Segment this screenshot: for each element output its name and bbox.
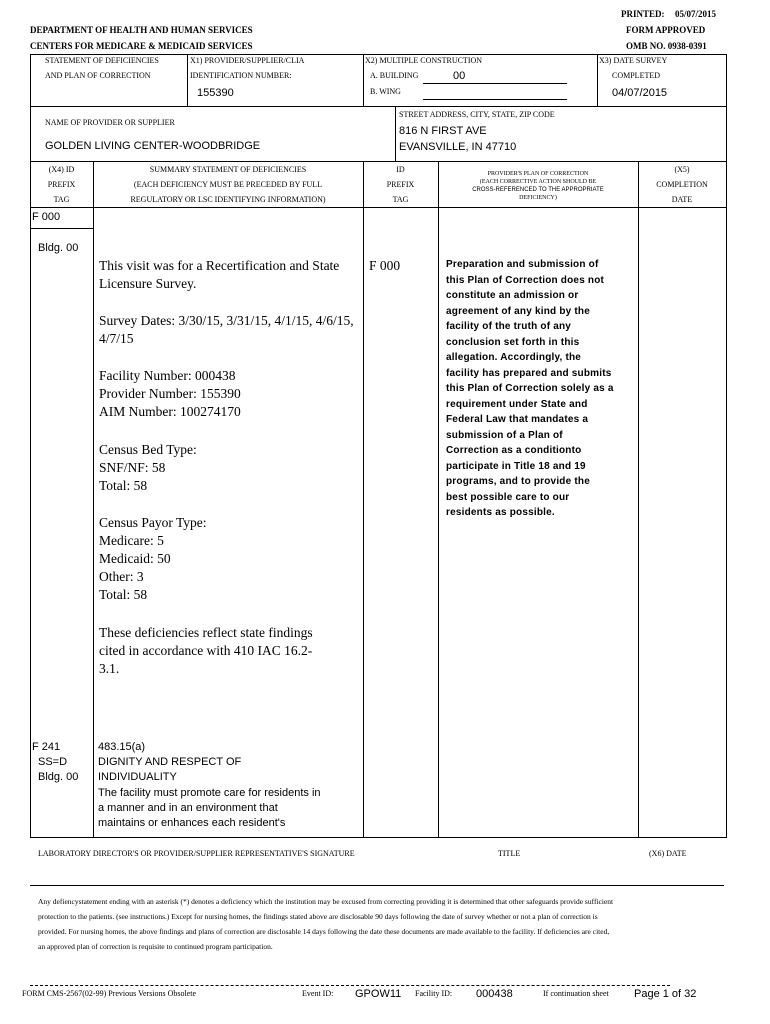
building-label: A. BUILDING [370,71,419,80]
id-header-2: PREFIX [386,180,415,189]
entry1-snf-nf: SNF/NF: 58 [99,460,166,475]
box1-divider-1 [187,54,188,107]
provider-name-value: GOLDEN LIVING CENTER-WOODBRIDGE [45,140,261,152]
facility-id-label: Facility ID: [415,989,453,998]
entry1-intro: This visit was for a Recertification and State Licensure Survey. [99,258,340,291]
entry1-plan-of-correction: Preparation and submission of this Plan of Correction does not constitute an admission or agreement of any kind by the facility of the truth of any conclusion set forth in this allegation. Accordingly, the facility has prepared and submits this Plan of Correction solely as a requirement under State and Federal Law that mandates a submission of a Plan of Correction as a conditionto participate in Title 18 and 19 programs, and to provide the best possible care to our residents as possible. [446,259,614,518]
id-header-3: TAG [392,195,409,204]
entry1-bldg: Bldg. 00 [38,242,79,254]
title-label: TITLE [498,849,521,858]
summary-header-3: REGULATORY OR LSC IDENTIFYING INFORMATION) [130,195,326,204]
department-title: DEPARTMENT OF HEALTH AND HUMAN SERVICES [30,25,253,35]
form-approved: FORM APPROVED [626,25,706,35]
x3-label-2: COMPLETED [612,71,660,80]
box1-bottom-border [30,106,727,107]
entry1-census-payor-type: Census Payor Type: [99,515,207,530]
address-line-1: 816 N FIRST AVE [399,125,487,137]
entry1-provider-number: Provider Number: 155390 [99,386,241,401]
box1-left-border [30,54,31,107]
plan-header-4: DEFICIENCY) [519,195,557,201]
continuation-label: If continuation sheet [543,989,609,998]
plan-header-2: (EACH CORRECTIVE ACTION SHOULD BE [479,179,597,185]
entry1-medicaid: Medicaid: 50 [99,551,171,566]
x1-label-2: IDENTIFICATION NUMBER: [190,71,292,80]
x3-label-1: X3) DATE SURVEY [599,56,668,65]
entry1-tag-underline [30,228,93,229]
entry1-state-findings: These deficiencies reflect state findings cited in accordance with 410 IAC 16.2-3.1. [99,625,313,676]
event-id-value: GPOW11 [355,988,402,1000]
entry2-ss: SS=D [38,756,68,768]
plan-header-1: PROVIDER'S PLAN OF CORRECTION [487,171,589,177]
entry2-title-1: DIGNITY AND RESPECT OF [98,756,242,768]
x5-header-3: DATE [671,195,693,204]
x1-label-1: X1) PROVIDER/SUPPLIER/CLIA [190,56,305,65]
printed-label: PRINTED: [621,9,665,19]
wing-label: B. WING [370,87,401,96]
col-divider-1 [93,161,94,838]
box1-top-border [30,54,727,55]
facility-id-value: 000438 [476,988,513,1000]
column-header-bottom-border [30,207,727,208]
entry1-census-bed-type: Census Bed Type: [99,442,197,457]
x2-label: X2) MULTIPLE CONSTRUCTION [365,56,483,65]
building-underline [423,83,567,84]
main-left-border [30,161,31,838]
omb-number: OMB NO. 0938-0391 [626,41,707,51]
provider-divider [395,106,396,162]
event-id-label: Event ID: [302,989,334,998]
address-label: STREET ADDRESS, CITY, STATE, ZIP CODE [399,110,555,119]
printed-date: 05/07/2015 [675,9,717,19]
statement-label-2: AND PLAN OF CORRECTION [45,71,151,80]
provider-id-number: 155390 [197,87,234,99]
centers-title: CENTERS FOR MEDICARE & MEDICAID SERVICES [30,41,253,51]
x4-header-1: (X4) ID [48,165,75,174]
entry1-bed-total: Total: 58 [99,478,148,493]
summary-header-1: SUMMARY STATEMENT OF DEFICIENCIES [149,165,307,174]
survey-date: 04/07/2015 [612,87,668,99]
entry2-text: The facility must promote care for residents in a manner and in an environment that maintains or enhances each resident's [98,787,321,829]
entry1-aim-number: AIM Number: 100274170 [99,404,241,419]
statement-label-1: STATEMENT OF DEFICIENCIES [45,56,159,65]
entry1-poc-tag: F 000 [369,258,401,273]
x6-date-label: (X6) DATE [649,849,687,858]
entry1-tag: F 000 [32,211,61,223]
building-value: 00 [453,70,466,82]
provider-name-label: NAME OF PROVIDER OR SUPPLIER [45,118,175,127]
main-right-border [726,161,727,838]
entry1-medicare: Medicare: 5 [99,533,164,548]
provider-right-border [726,106,727,162]
entry2-title-2: INDIVIDUALITY [98,771,177,783]
page-number: Page 1 of 32 [634,988,697,1000]
signature-line [30,885,724,886]
x4-header-2: PREFIX [47,180,76,189]
address-line-2: EVANSVILLE, IN 47710 [399,141,517,153]
footer-separator [30,985,670,986]
summary-header-2: (EACH DEFICIENCY MUST BE PRECEDED BY FULL [133,180,323,189]
box1-divider-2 [363,54,364,107]
entry1-other: Other: 3 [99,569,144,584]
box1-divider-3 [597,54,598,107]
entry1-payor-total: Total: 58 [99,587,148,602]
col-divider-2 [363,161,364,838]
entry2-bldg: Bldg. 00 [38,771,79,783]
provider-left-border [30,106,31,162]
box1-right-border [726,54,727,107]
entry1-survey-dates: Survey Dates: 3/30/15, 3/31/15, 4/1/15, 4/6/15, 4/7/15 [99,313,354,346]
x4-header-3: TAG [53,195,70,204]
entry2-tag: F 241 [32,741,61,753]
plan-header-3: CROSS-REFERENCED TO THE APPROPRIATE [472,187,604,193]
lab-director-signature-label: LABORATORY DIRECTOR'S OR PROVIDER/SUPPLIER REPRESENTATIVE'S SIGNATURE [38,849,355,858]
entry2-regulation: 483.15(a) [98,741,146,753]
col-divider-3 [438,161,439,838]
wing-underline [423,99,567,100]
provider-bottom-border [30,161,727,162]
x5-header-2: COMPLETION [656,180,708,189]
col-divider-4 [638,161,639,838]
id-header-1: ID [396,165,405,174]
form-id: FORM CMS-2567(02-99) Previous Versions Obsolete [22,989,197,998]
disclaimer-text: Any defiencystatement ending with an asterisk (*) denotes a deficiency which the institution may be excused from correcting providing it is determined that other safeguards provide sufficient protection to the patients. (see instructions.) Except for nursing homes, the findings stated above are disclosable 90 days following the date of survey whether or not a plan of correction is provided. For nursing homes, the above findings and plans of correction are disclosable 14 days following the date these documents are made available to the facility. If deficiencies are cited, an approved plan of correction is requisite to continued program participation. [38,897,614,951]
entry1-facility-number: Facility Number: 000438 [99,368,236,383]
main-bottom-border [30,837,727,838]
x5-header-1: (X5) [674,165,690,174]
